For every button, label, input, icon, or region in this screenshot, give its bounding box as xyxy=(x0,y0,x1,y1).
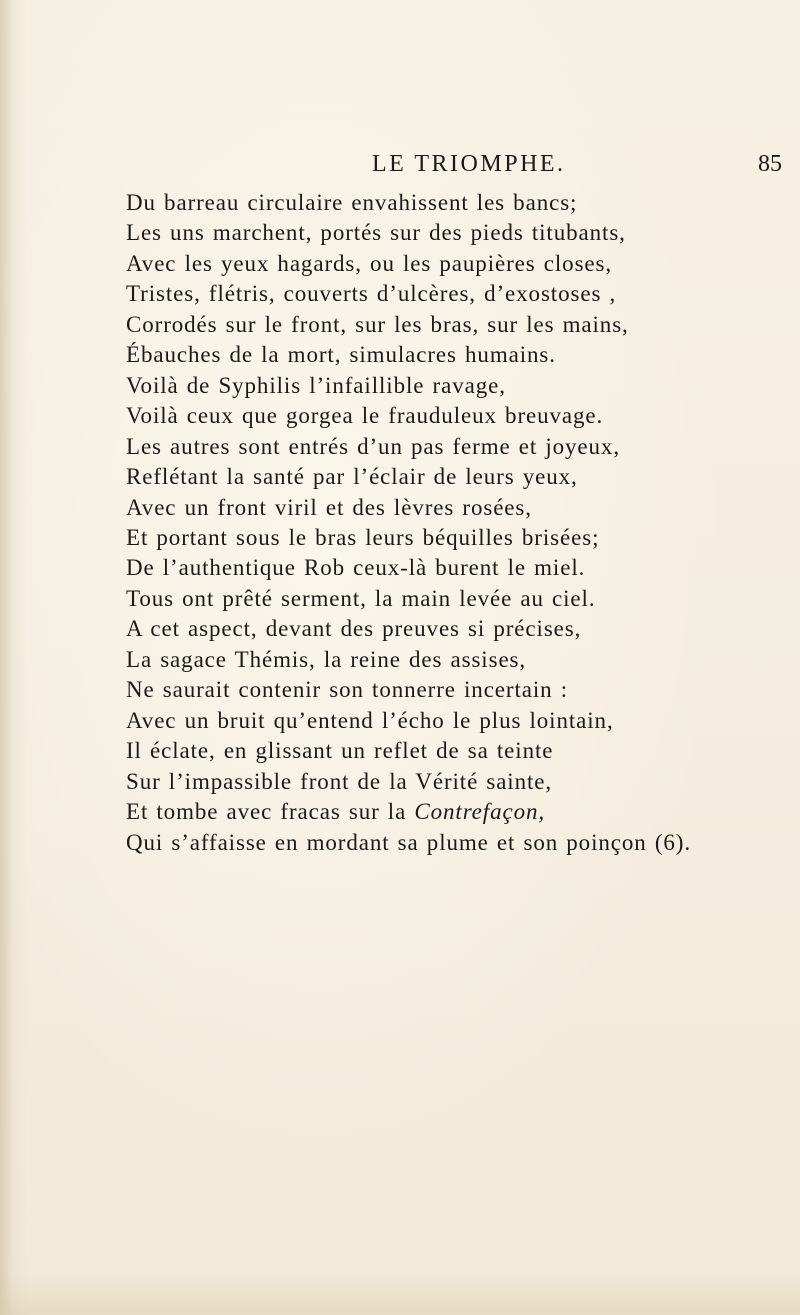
verse-line: Corrodés sur le front, sur les bras, sur les mains, xyxy=(126,311,629,337)
verse-line: Avec les yeux hagards, ou les paupières closes, xyxy=(126,250,613,276)
verse-line: Les uns marchent, portés sur des pieds titubants, xyxy=(126,220,626,246)
verse-line: Reflétant la santé par l’éclair de leurs yeux, xyxy=(126,464,578,490)
italic-word: Contrefaçon, xyxy=(414,799,546,825)
verse-line: Ébauches de la mort, simulacres humains. xyxy=(126,342,556,368)
verse-line: Ne saurait contenir son tonnerre incertain : xyxy=(126,677,569,703)
verse-line: Et portant sous le bras leurs béquilles brisées; xyxy=(126,524,600,550)
verse-line: Avec un bruit qu’entend l’écho le plus lointain, xyxy=(126,707,614,733)
verse-line: Qui s’affaisse en mordant sa plume et son poinçon (6). xyxy=(126,829,692,855)
verse-line: Tous ont prêté serment, la main levée au ciel. xyxy=(126,585,596,611)
running-header xyxy=(0,146,800,182)
poem-text xyxy=(126,188,786,858)
verse-line: De l’authentique Rob ceux-là burent le miel. xyxy=(126,555,586,581)
verse-line: Il éclate, en glissant un reflet de sa teinte xyxy=(126,738,554,764)
page-bottom-shadow xyxy=(0,1275,800,1315)
verse-line: Voilà de Syphilis l’infaillible ravage, xyxy=(126,372,506,398)
running-title: LE TRIOMPHE. xyxy=(372,151,566,177)
verse-line: Voilà ceux que gorgea le frauduleux breuvage. xyxy=(126,403,604,429)
page-left-shadow xyxy=(0,0,28,1315)
verse-text: Et tombe avec fracas sur la xyxy=(126,799,415,825)
verse-line: Avec un front viril et des lèvres rosées, xyxy=(126,494,532,520)
verse-line xyxy=(126,797,786,827)
verse-line: Sur l’impassible front de la Vérité sainte, xyxy=(126,768,553,794)
verse-line: A cet aspect, devant des preuves si précises, xyxy=(126,616,582,642)
verse-line: Les autres sont entrés d’un pas ferme et joyeux, xyxy=(126,433,620,459)
verse-line: Tristes, flétris, couverts d’ulcères, d’exostoses , xyxy=(126,281,617,307)
verse-line: Du barreau circulaire envahissent les bancs; xyxy=(126,190,578,215)
verse-line: La sagace Thémis, la reine des assises, xyxy=(126,646,527,672)
page-number: 85 xyxy=(758,151,782,177)
